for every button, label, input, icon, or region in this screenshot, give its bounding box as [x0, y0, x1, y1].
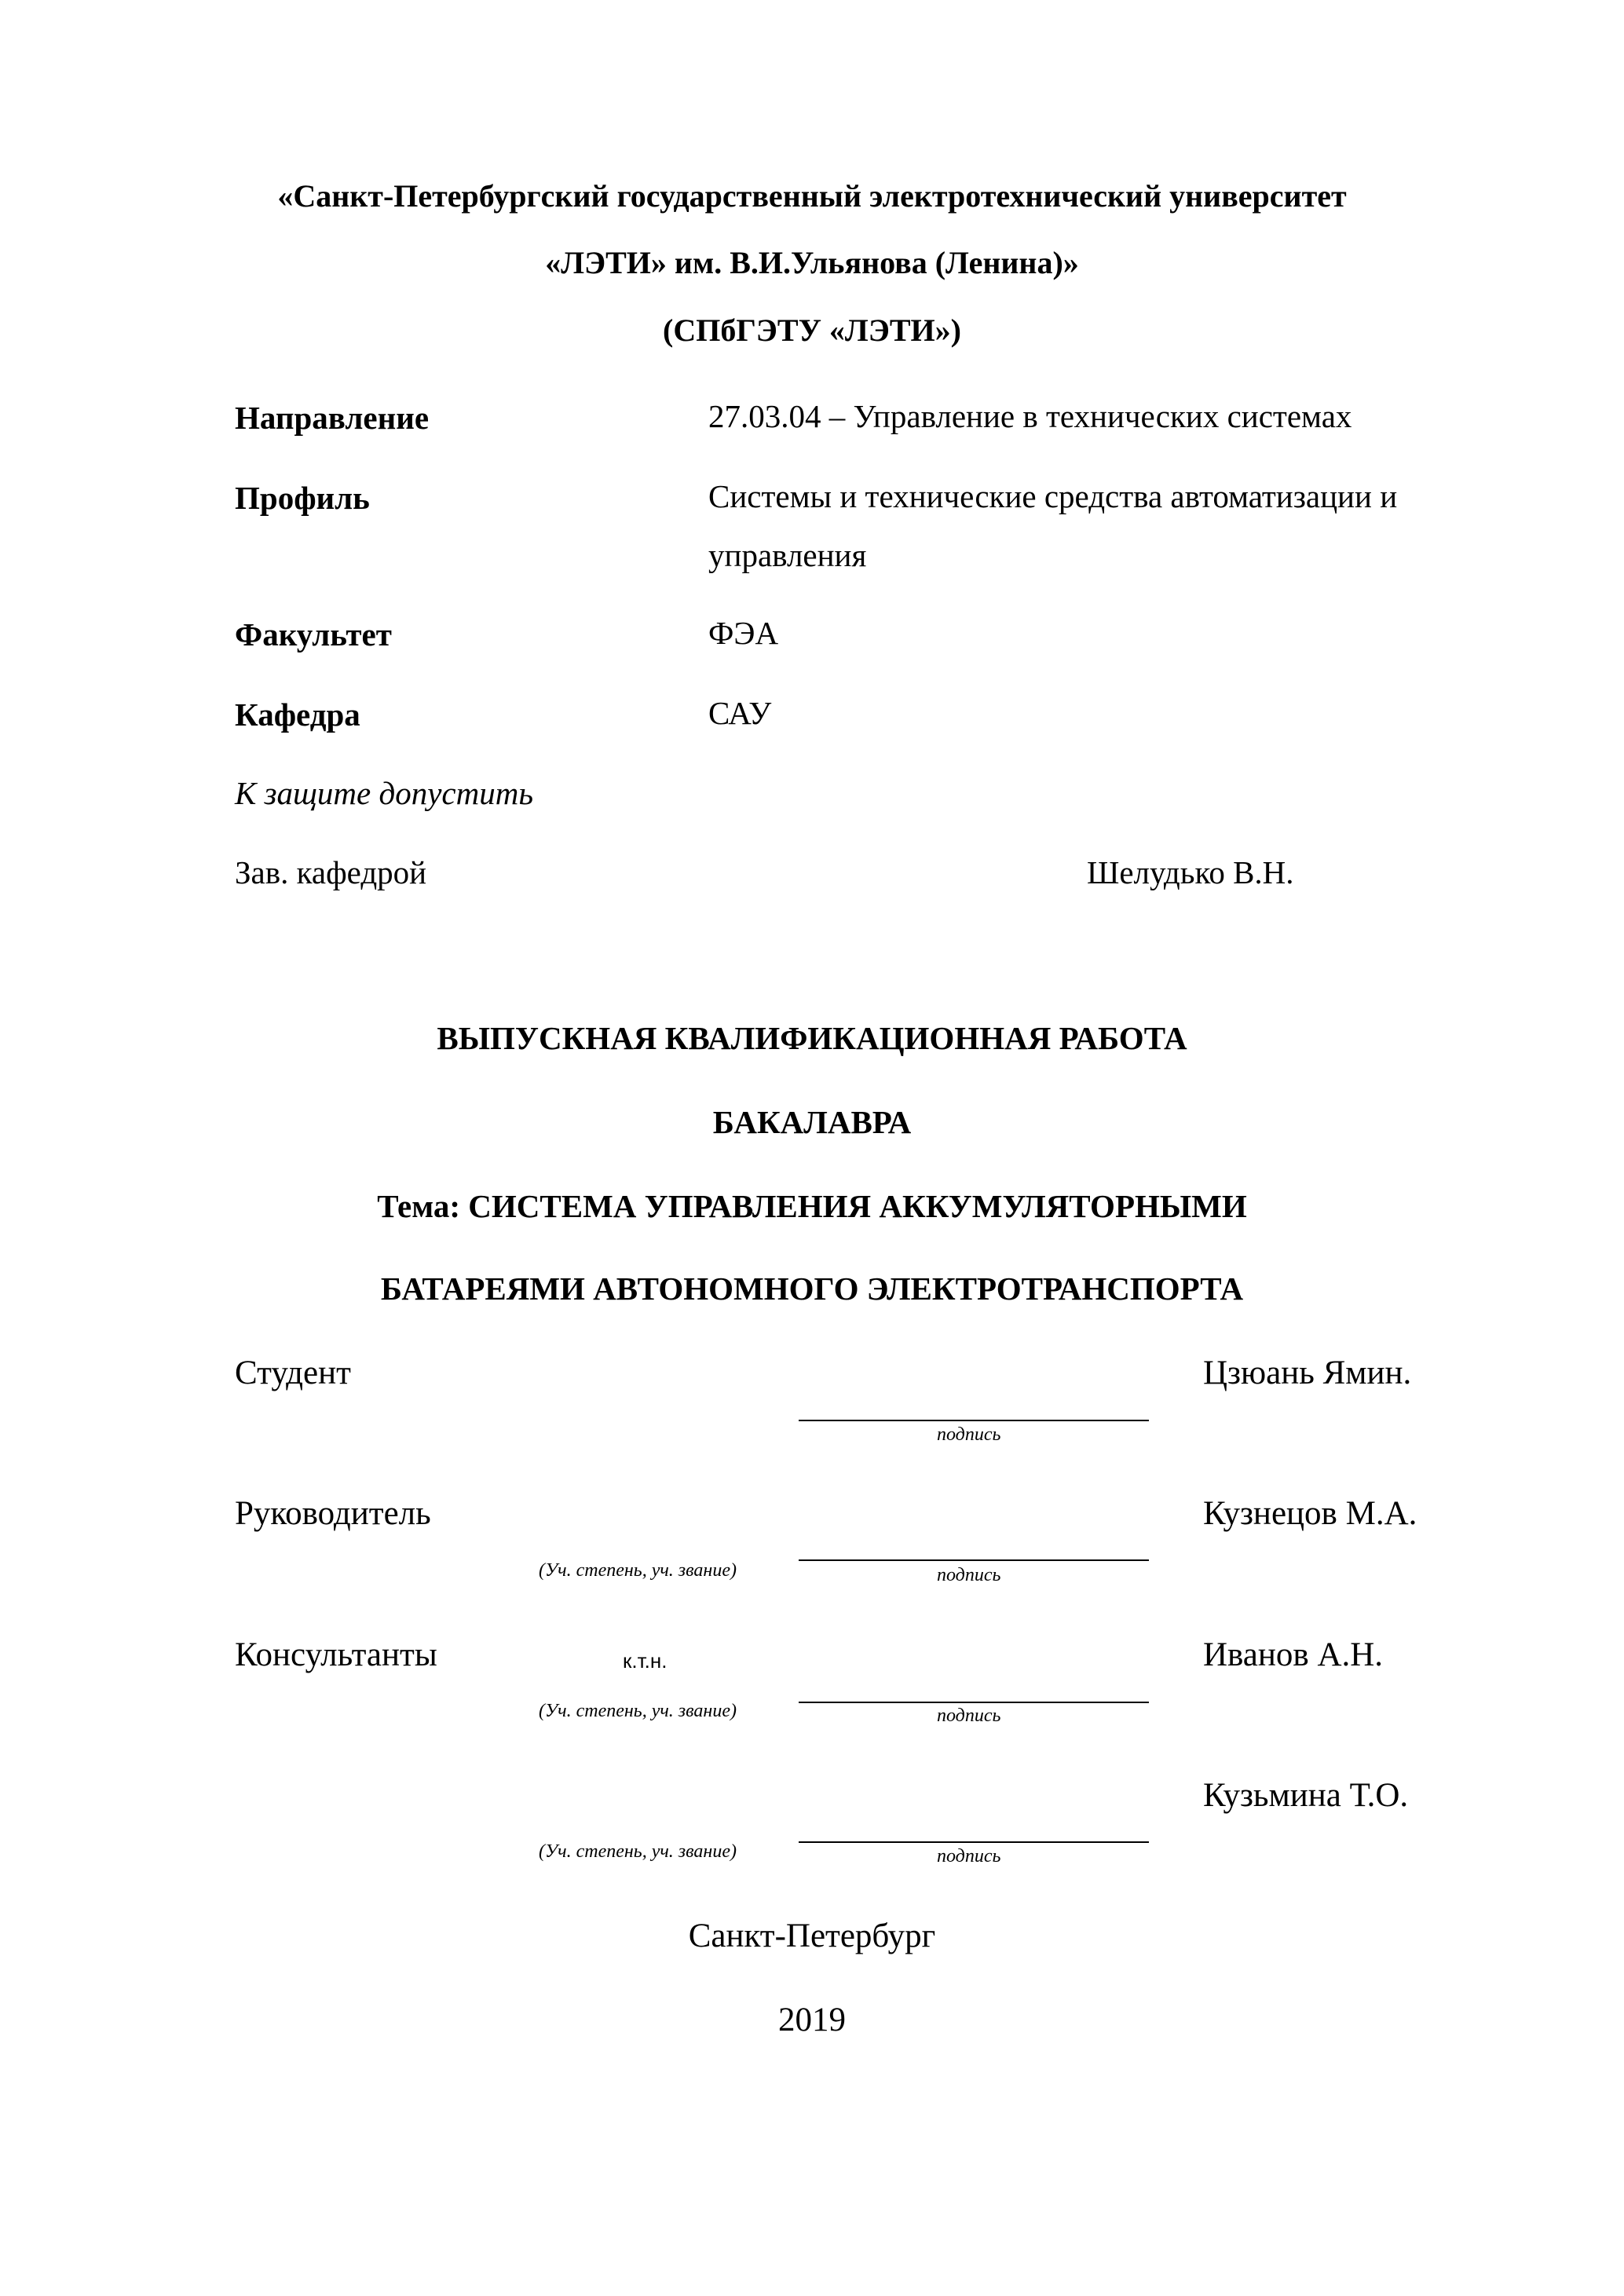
consultant2-signature-caption: подпись — [937, 1846, 1001, 1866]
consultant1-signature-line — [799, 1702, 1149, 1703]
year: 2019 — [778, 2002, 846, 2038]
consultant-degree: к.т.н. — [623, 1649, 668, 1673]
value-direction: 27.03.04 – Управление в технических системах — [708, 398, 1352, 434]
supervisor-degree-caption: (Уч. степень, уч. звание) — [539, 1560, 737, 1581]
label-department: Кафедра — [235, 696, 360, 733]
label-profile: Профиль — [235, 480, 370, 516]
supervisor-signature-caption: подпись — [937, 1565, 1001, 1585]
consultant1-signature-caption: подпись — [937, 1706, 1001, 1726]
student-signature-line — [799, 1420, 1149, 1421]
student-label: Студент — [235, 1355, 351, 1391]
consultant-name-1: Иванов А.Н. — [1203, 1636, 1384, 1673]
supervisor-name: Кузнецов М.А. — [1203, 1495, 1417, 1532]
value-profile: Системы и технические средства автоматизации и — [708, 478, 1398, 514]
university-name-line2: «ЛЭТИ» им. В.И.Ульянова (Ленина)» — [545, 245, 1079, 280]
university-name-line1: «Санкт-Петербургский государственный электротехнический университет — [277, 178, 1347, 214]
consultant2-signature-line — [799, 1841, 1149, 1843]
consultant1-degree-caption: (Уч. степень, уч. звание) — [539, 1701, 737, 1721]
work-type-line2: БАКАЛАВРА — [712, 1104, 912, 1140]
work-type-line1: ВЫПУСКНАЯ КВАЛИФИКАЦИОННАЯ РАБОТА — [437, 1020, 1187, 1056]
label-direction: Направление — [235, 400, 430, 436]
label-faculty: Факультет — [235, 616, 392, 653]
consultants-label: Консультанты — [235, 1636, 437, 1673]
student-name: Цзюань Ямин. — [1203, 1355, 1412, 1391]
head-of-department-label: Зав. кафедрой — [235, 854, 427, 890]
supervisor-signature-line — [799, 1559, 1149, 1561]
admission-text: К защите допустить — [235, 775, 533, 811]
consultant-name-2: Кузьмина Т.О. — [1203, 1777, 1409, 1814]
topic-line2: БАТАРЕЯМИ АВТОНОМНОГО ЭЛЕКТРОТРАНСПОРТА — [380, 1270, 1244, 1307]
student-signature-caption: подпись — [937, 1424, 1001, 1445]
consultant2-degree-caption: (Уч. степень, уч. звание) — [539, 1841, 737, 1862]
value-department: САУ — [708, 695, 772, 731]
head-of-department-name: Шелудько В.Н. — [1087, 854, 1294, 890]
city: Санкт-Петербург — [688, 1918, 936, 1954]
supervisor-label: Руководитель — [235, 1495, 431, 1532]
value-faculty: ФЭА — [708, 615, 779, 651]
value-profile-continued: управления — [708, 537, 867, 573]
university-abbreviation: (СПбГЭТУ «ЛЭТИ») — [663, 313, 961, 348]
topic-line1: Тема: СИСТЕМА УПРАВЛЕНИЯ АККУМУЛЯТОРНЫМИ — [377, 1188, 1247, 1224]
